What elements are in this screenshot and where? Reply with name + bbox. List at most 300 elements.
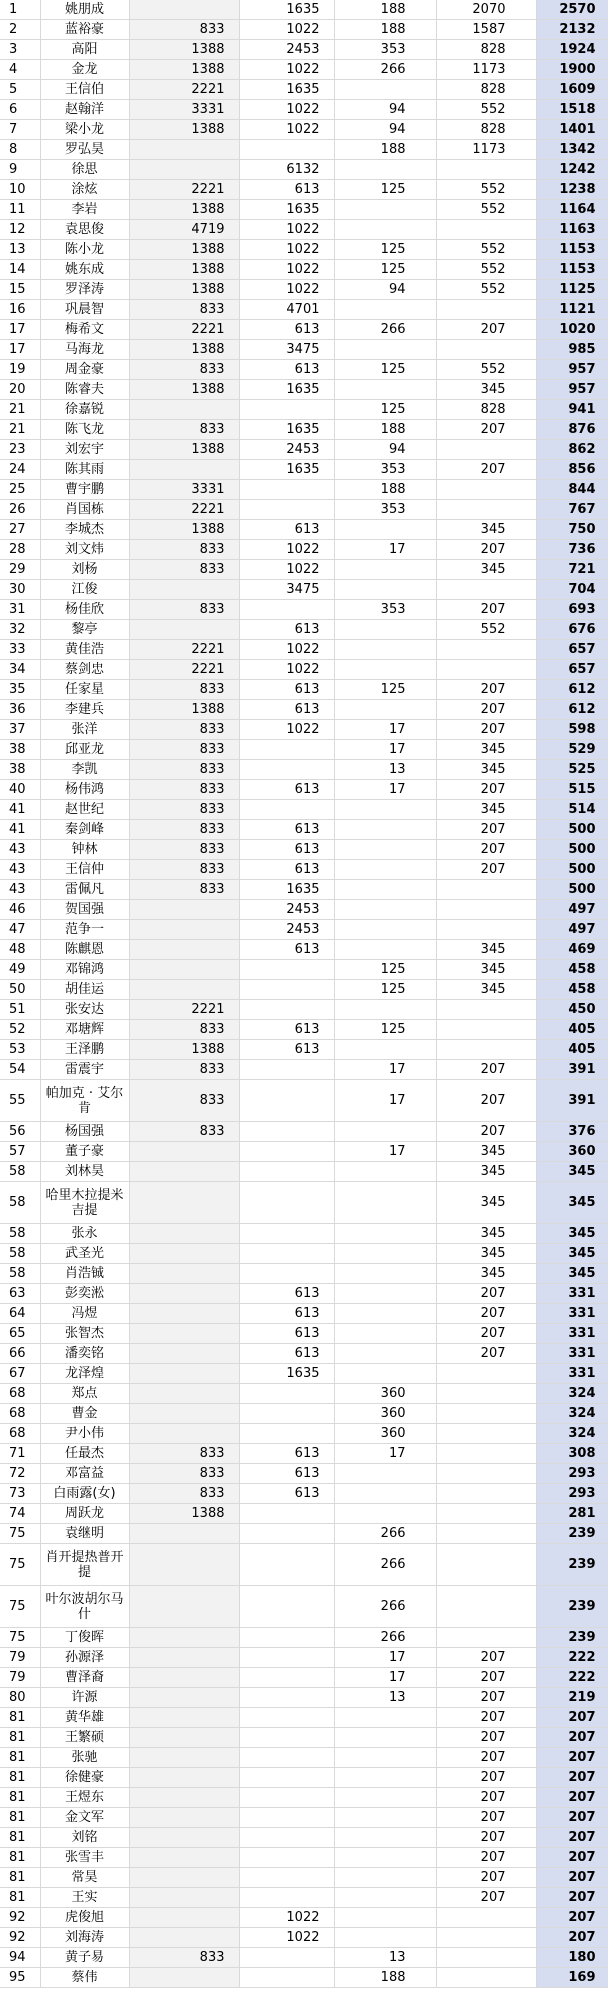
total-points-cell: 2570 (536, 0, 608, 20)
points-col-4-cell: 552 (436, 360, 536, 380)
points-col-1-cell (129, 1968, 239, 1988)
points-col-3-cell (334, 160, 436, 180)
points-col-3-cell: 188 (334, 140, 436, 160)
rank-cell: 75 (0, 1628, 40, 1648)
rank-cell: 46 (0, 900, 40, 920)
rank-cell: 20 (0, 380, 40, 400)
total-points-cell: 207 (536, 1868, 608, 1888)
rank-cell: 92 (0, 1908, 40, 1928)
rank-cell: 3 (0, 40, 40, 60)
points-col-4-cell (436, 900, 536, 920)
points-col-3-cell: 360 (334, 1424, 436, 1444)
points-col-4-cell: 345 (436, 380, 536, 400)
table-row (0, 1264, 608, 1284)
player-name-cell: 曹金 (40, 1404, 129, 1424)
points-col-1-cell: 3331 (129, 480, 239, 500)
rank-cell: 58 (0, 1182, 40, 1224)
total-points-cell: 239 (536, 1586, 608, 1628)
table-row (0, 800, 608, 820)
player-name-cell: 王煜东 (40, 1788, 129, 1808)
total-points-cell: 497 (536, 920, 608, 940)
total-points-cell: 612 (536, 680, 608, 700)
total-points-cell: 500 (536, 840, 608, 860)
points-col-2-cell (239, 1888, 334, 1908)
rank-cell: 32 (0, 620, 40, 640)
player-name-cell: 姚朋成 (40, 0, 129, 20)
total-points-cell: 1342 (536, 140, 608, 160)
points-col-3-cell: 13 (334, 1688, 436, 1708)
points-col-2-cell (239, 1000, 334, 1020)
points-col-1-cell: 833 (129, 1060, 239, 1080)
points-col-4-cell: 345 (436, 960, 536, 980)
points-col-1-cell (129, 1648, 239, 1668)
points-col-2-cell (239, 1968, 334, 1988)
player-name-cell: 王信伯 (40, 80, 129, 100)
rank-cell: 52 (0, 1020, 40, 1040)
points-col-1-cell: 833 (129, 1444, 239, 1464)
player-name-cell: 杨佳欣 (40, 600, 129, 620)
table-row (0, 1728, 608, 1748)
points-col-2-cell: 2453 (239, 440, 334, 460)
player-name-cell: 邓塘辉 (40, 1020, 129, 1040)
points-col-3-cell (334, 1364, 436, 1384)
points-col-1-cell (129, 460, 239, 480)
points-col-3-cell (334, 1788, 436, 1808)
points-col-2-cell: 613 (239, 520, 334, 540)
points-col-3-cell: 125 (334, 1020, 436, 1040)
points-col-4-cell (436, 480, 536, 500)
points-col-3-cell: 125 (334, 240, 436, 260)
points-col-1-cell (129, 400, 239, 420)
rank-cell: 64 (0, 1304, 40, 1324)
table-row (0, 1224, 608, 1244)
points-col-4-cell (436, 1040, 536, 1060)
points-col-4-cell: 345 (436, 980, 536, 1000)
player-name-cell: 周跃龙 (40, 1504, 129, 1524)
points-col-4-cell (436, 1404, 536, 1424)
points-col-3-cell: 17 (334, 780, 436, 800)
rank-cell: 21 (0, 420, 40, 440)
table-row (0, 580, 608, 600)
points-col-2-cell: 1022 (239, 540, 334, 560)
total-points-cell: 293 (536, 1464, 608, 1484)
total-points-cell: 207 (536, 1748, 608, 1768)
rank-cell: 54 (0, 1060, 40, 1080)
total-points-cell: 1924 (536, 40, 608, 60)
points-col-3-cell: 353 (334, 600, 436, 620)
table-row (0, 820, 608, 840)
rank-cell: 17 (0, 340, 40, 360)
player-name-cell: 蓝裕豪 (40, 20, 129, 40)
points-col-2-cell (239, 1748, 334, 1768)
player-name-cell: 陈睿夫 (40, 380, 129, 400)
total-points-cell: 391 (536, 1080, 608, 1122)
points-col-4-cell: 828 (436, 80, 536, 100)
table-row (0, 520, 608, 540)
player-name-cell: 李城杰 (40, 520, 129, 540)
points-col-1-cell (129, 1284, 239, 1304)
points-col-1-cell: 833 (129, 560, 239, 580)
table-row (0, 900, 608, 920)
rank-cell: 94 (0, 1948, 40, 1968)
points-col-3-cell: 353 (334, 40, 436, 60)
points-col-2-cell (239, 1404, 334, 1424)
points-col-3-cell: 188 (334, 420, 436, 440)
points-col-4-cell: 207 (436, 1080, 536, 1122)
rank-cell: 81 (0, 1888, 40, 1908)
points-col-4-cell: 552 (436, 180, 536, 200)
rank-cell: 66 (0, 1344, 40, 1364)
table-row (0, 1040, 608, 1060)
points-col-3-cell: 188 (334, 1968, 436, 1988)
points-col-1-cell: 2221 (129, 500, 239, 520)
points-col-4-cell (436, 1444, 536, 1464)
points-col-1-cell: 1388 (129, 1504, 239, 1524)
points-col-2-cell: 613 (239, 860, 334, 880)
points-col-4-cell (436, 1424, 536, 1444)
points-col-1-cell (129, 1324, 239, 1344)
points-col-3-cell: 353 (334, 500, 436, 520)
points-col-1-cell (129, 980, 239, 1000)
points-col-1-cell: 833 (129, 840, 239, 860)
rank-cell: 68 (0, 1384, 40, 1404)
points-col-2-cell: 613 (239, 700, 334, 720)
points-col-1-cell (129, 0, 239, 20)
points-col-4-cell: 345 (436, 1244, 536, 1264)
total-points-cell: 876 (536, 420, 608, 440)
points-col-4-cell: 207 (436, 1122, 536, 1142)
points-col-4-cell: 345 (436, 560, 536, 580)
table-row (0, 940, 608, 960)
rank-cell: 58 (0, 1162, 40, 1182)
points-col-3-cell (334, 820, 436, 840)
points-col-1-cell (129, 1748, 239, 1768)
points-col-1-cell: 833 (129, 880, 239, 900)
points-col-1-cell: 1388 (129, 240, 239, 260)
rank-cell: 81 (0, 1788, 40, 1808)
points-col-4-cell: 207 (436, 1808, 536, 1828)
player-name-cell: 邓锦鸿 (40, 960, 129, 980)
points-col-3-cell: 125 (334, 180, 436, 200)
table-row (0, 280, 608, 300)
total-points-cell: 207 (536, 1808, 608, 1828)
points-col-1-cell: 833 (129, 1464, 239, 1484)
points-col-2-cell (239, 1060, 334, 1080)
table-row (0, 180, 608, 200)
table-row (0, 1182, 608, 1224)
points-col-1-cell (129, 1524, 239, 1544)
points-col-4-cell (436, 1586, 536, 1628)
table-row (0, 480, 608, 500)
table-row (0, 1404, 608, 1424)
player-name-cell: 罗弘昊 (40, 140, 129, 160)
total-points-cell: 324 (536, 1424, 608, 1444)
total-points-cell: 391 (536, 1060, 608, 1080)
table-row (0, 760, 608, 780)
points-col-2-cell: 1022 (239, 220, 334, 240)
table-row (0, 1284, 608, 1304)
points-col-4-cell: 1173 (436, 60, 536, 80)
rank-cell: 81 (0, 1768, 40, 1788)
table-row (0, 560, 608, 580)
points-col-3-cell (334, 1728, 436, 1748)
points-col-1-cell (129, 1404, 239, 1424)
points-col-3-cell (334, 1908, 436, 1928)
table-row (0, 1848, 608, 1868)
player-name-cell: 陈小龙 (40, 240, 129, 260)
points-col-4-cell: 207 (436, 1828, 536, 1848)
points-col-1-cell: 1388 (129, 120, 239, 140)
points-col-2-cell (239, 1808, 334, 1828)
points-col-1-cell: 833 (129, 1080, 239, 1122)
total-points-cell: 612 (536, 700, 608, 720)
table-row (0, 440, 608, 460)
points-col-2-cell (239, 1424, 334, 1444)
points-col-1-cell (129, 920, 239, 940)
points-col-1-cell (129, 1424, 239, 1444)
points-col-2-cell: 1635 (239, 380, 334, 400)
table-row (0, 1324, 608, 1344)
points-col-3-cell (334, 1122, 436, 1142)
table-row (0, 1748, 608, 1768)
points-col-4-cell: 207 (436, 1284, 536, 1304)
points-col-2-cell (239, 1224, 334, 1244)
table-row (0, 1000, 608, 1020)
points-col-3-cell (334, 620, 436, 640)
points-col-4-cell: 207 (436, 1888, 536, 1908)
points-col-4-cell: 207 (436, 1748, 536, 1768)
points-col-3-cell: 17 (334, 1080, 436, 1122)
points-col-2-cell (239, 140, 334, 160)
table-row (0, 680, 608, 700)
table-row (0, 120, 608, 140)
rank-cell: 19 (0, 360, 40, 380)
rank-cell: 75 (0, 1524, 40, 1544)
player-name-cell: 张驰 (40, 1748, 129, 1768)
table-row (0, 640, 608, 660)
points-col-4-cell: 345 (436, 1264, 536, 1284)
total-points-cell: 331 (536, 1324, 608, 1344)
points-col-3-cell (334, 840, 436, 860)
total-points-cell: 207 (536, 1928, 608, 1948)
rank-cell: 10 (0, 180, 40, 200)
player-name-cell: 肖浩铖 (40, 1264, 129, 1284)
rank-cell: 75 (0, 1544, 40, 1586)
rank-cell: 4 (0, 60, 40, 80)
points-col-3-cell: 266 (334, 1544, 436, 1586)
points-col-2-cell: 1022 (239, 100, 334, 120)
points-col-3-cell: 266 (334, 60, 436, 80)
points-col-3-cell: 13 (334, 760, 436, 780)
player-name-cell: 高阳 (40, 40, 129, 60)
points-col-1-cell: 1388 (129, 200, 239, 220)
points-col-3-cell: 125 (334, 360, 436, 380)
points-col-4-cell: 345 (436, 800, 536, 820)
points-col-4-cell (436, 300, 536, 320)
points-col-4-cell: 207 (436, 1788, 536, 1808)
rank-cell: 17 (0, 320, 40, 340)
total-points-cell: 345 (536, 1182, 608, 1224)
table-row (0, 340, 608, 360)
points-col-3-cell (334, 660, 436, 680)
rank-cell: 56 (0, 1122, 40, 1142)
player-name-cell: 黄佳浩 (40, 640, 129, 660)
points-col-4-cell: 1173 (436, 140, 536, 160)
table-row (0, 1020, 608, 1040)
points-col-2-cell: 613 (239, 1020, 334, 1040)
player-name-cell: 巩晨智 (40, 300, 129, 320)
points-col-1-cell (129, 160, 239, 180)
points-col-1-cell (129, 960, 239, 980)
table-row (0, 260, 608, 280)
table-row (0, 1304, 608, 1324)
rank-cell: 7 (0, 120, 40, 140)
points-col-2-cell: 1022 (239, 660, 334, 680)
points-col-2-cell (239, 1122, 334, 1142)
player-name-cell: 常昊 (40, 1868, 129, 1888)
total-points-cell: 222 (536, 1648, 608, 1668)
points-col-3-cell (334, 340, 436, 360)
points-col-4-cell: 207 (436, 460, 536, 480)
table-row (0, 500, 608, 520)
player-name-cell: 哈里木拉提米吉提 (40, 1182, 129, 1224)
table-row (0, 1384, 608, 1404)
table-row (0, 1142, 608, 1162)
table-row (0, 1888, 608, 1908)
points-col-4-cell (436, 1484, 536, 1504)
player-name-cell: 梁小龙 (40, 120, 129, 140)
player-name-cell: 秦剑峰 (40, 820, 129, 840)
points-col-1-cell (129, 1544, 239, 1586)
player-name-cell: 雷震宇 (40, 1060, 129, 1080)
rank-cell: 50 (0, 980, 40, 1000)
points-col-3-cell (334, 580, 436, 600)
points-col-1-cell: 1388 (129, 340, 239, 360)
points-col-1-cell: 2221 (129, 660, 239, 680)
points-col-3-cell (334, 1708, 436, 1728)
points-col-1-cell (129, 1668, 239, 1688)
total-points-cell: 704 (536, 580, 608, 600)
table-row (0, 220, 608, 240)
rank-cell: 1 (0, 0, 40, 20)
points-col-4-cell (436, 1364, 536, 1384)
player-name-cell: 杨伟鸿 (40, 780, 129, 800)
rank-cell: 33 (0, 640, 40, 660)
rank-cell: 43 (0, 880, 40, 900)
points-col-4-cell (436, 880, 536, 900)
points-col-1-cell: 833 (129, 1484, 239, 1504)
rank-cell: 27 (0, 520, 40, 540)
rank-cell: 12 (0, 220, 40, 240)
points-col-1-cell (129, 1264, 239, 1284)
points-col-1-cell (129, 620, 239, 640)
points-col-1-cell: 1388 (129, 440, 239, 460)
table-row (0, 1948, 608, 1968)
total-points-cell: 331 (536, 1284, 608, 1304)
total-points-cell: 207 (536, 1728, 608, 1748)
points-col-4-cell: 207 (436, 1668, 536, 1688)
points-col-3-cell: 266 (334, 1586, 436, 1628)
points-col-3-cell (334, 1304, 436, 1324)
table-row (0, 1344, 608, 1364)
points-col-4-cell: 207 (436, 700, 536, 720)
points-col-3-cell (334, 1848, 436, 1868)
points-col-4-cell (436, 1384, 536, 1404)
rank-cell: 5 (0, 80, 40, 100)
points-col-4-cell (436, 500, 536, 520)
points-col-4-cell (436, 920, 536, 940)
points-col-4-cell (436, 220, 536, 240)
rank-cell: 24 (0, 460, 40, 480)
total-points-cell: 693 (536, 600, 608, 620)
points-col-2-cell: 613 (239, 1040, 334, 1060)
rank-cell: 72 (0, 1464, 40, 1484)
points-col-2-cell: 1022 (239, 120, 334, 140)
player-name-cell: 陈飞龙 (40, 420, 129, 440)
rank-cell: 43 (0, 840, 40, 860)
total-points-cell: 1153 (536, 240, 608, 260)
table-row (0, 1504, 608, 1524)
rank-cell: 92 (0, 1928, 40, 1948)
points-col-1-cell: 1388 (129, 260, 239, 280)
points-col-4-cell: 2070 (436, 0, 536, 20)
points-col-1-cell: 833 (129, 300, 239, 320)
total-points-cell: 207 (536, 1848, 608, 1868)
points-col-4-cell: 828 (436, 400, 536, 420)
table-row (0, 920, 608, 940)
points-col-3-cell: 188 (334, 0, 436, 20)
rank-cell: 81 (0, 1748, 40, 1768)
points-col-2-cell: 1635 (239, 420, 334, 440)
table-row (0, 0, 608, 20)
points-col-1-cell (129, 1908, 239, 1928)
points-col-1-cell (129, 1928, 239, 1948)
table-row (0, 1364, 608, 1384)
points-col-4-cell: 207 (436, 420, 536, 440)
rank-cell: 41 (0, 800, 40, 820)
points-col-3-cell (334, 800, 436, 820)
points-col-4-cell (436, 1968, 536, 1988)
points-col-2-cell (239, 1080, 334, 1122)
points-col-4-cell (436, 1908, 536, 1928)
points-col-3-cell (334, 1000, 436, 1020)
points-col-1-cell (129, 1628, 239, 1648)
player-name-cell: 邓富益 (40, 1464, 129, 1484)
points-col-4-cell: 207 (436, 1848, 536, 1868)
table-row (0, 1628, 608, 1648)
points-col-3-cell (334, 1284, 436, 1304)
points-col-4-cell: 552 (436, 200, 536, 220)
points-col-3-cell (334, 1868, 436, 1888)
points-col-4-cell: 552 (436, 260, 536, 280)
player-name-cell: 邱亚龙 (40, 740, 129, 760)
table-row (0, 460, 608, 480)
player-name-cell: 许源 (40, 1688, 129, 1708)
points-col-1-cell (129, 1182, 239, 1224)
points-col-1-cell: 833 (129, 1122, 239, 1142)
rank-cell: 41 (0, 820, 40, 840)
points-col-2-cell (239, 1848, 334, 1868)
player-name-cell: 叶尔波胡尔马什 (40, 1586, 129, 1628)
player-name-cell: 赵翰洋 (40, 100, 129, 120)
rank-cell: 58 (0, 1224, 40, 1244)
points-col-4-cell (436, 1628, 536, 1648)
points-col-1-cell: 833 (129, 600, 239, 620)
points-col-2-cell: 1022 (239, 560, 334, 580)
rank-cell: 65 (0, 1324, 40, 1344)
player-name-cell: 黄子易 (40, 1948, 129, 1968)
total-points-cell: 331 (536, 1304, 608, 1324)
